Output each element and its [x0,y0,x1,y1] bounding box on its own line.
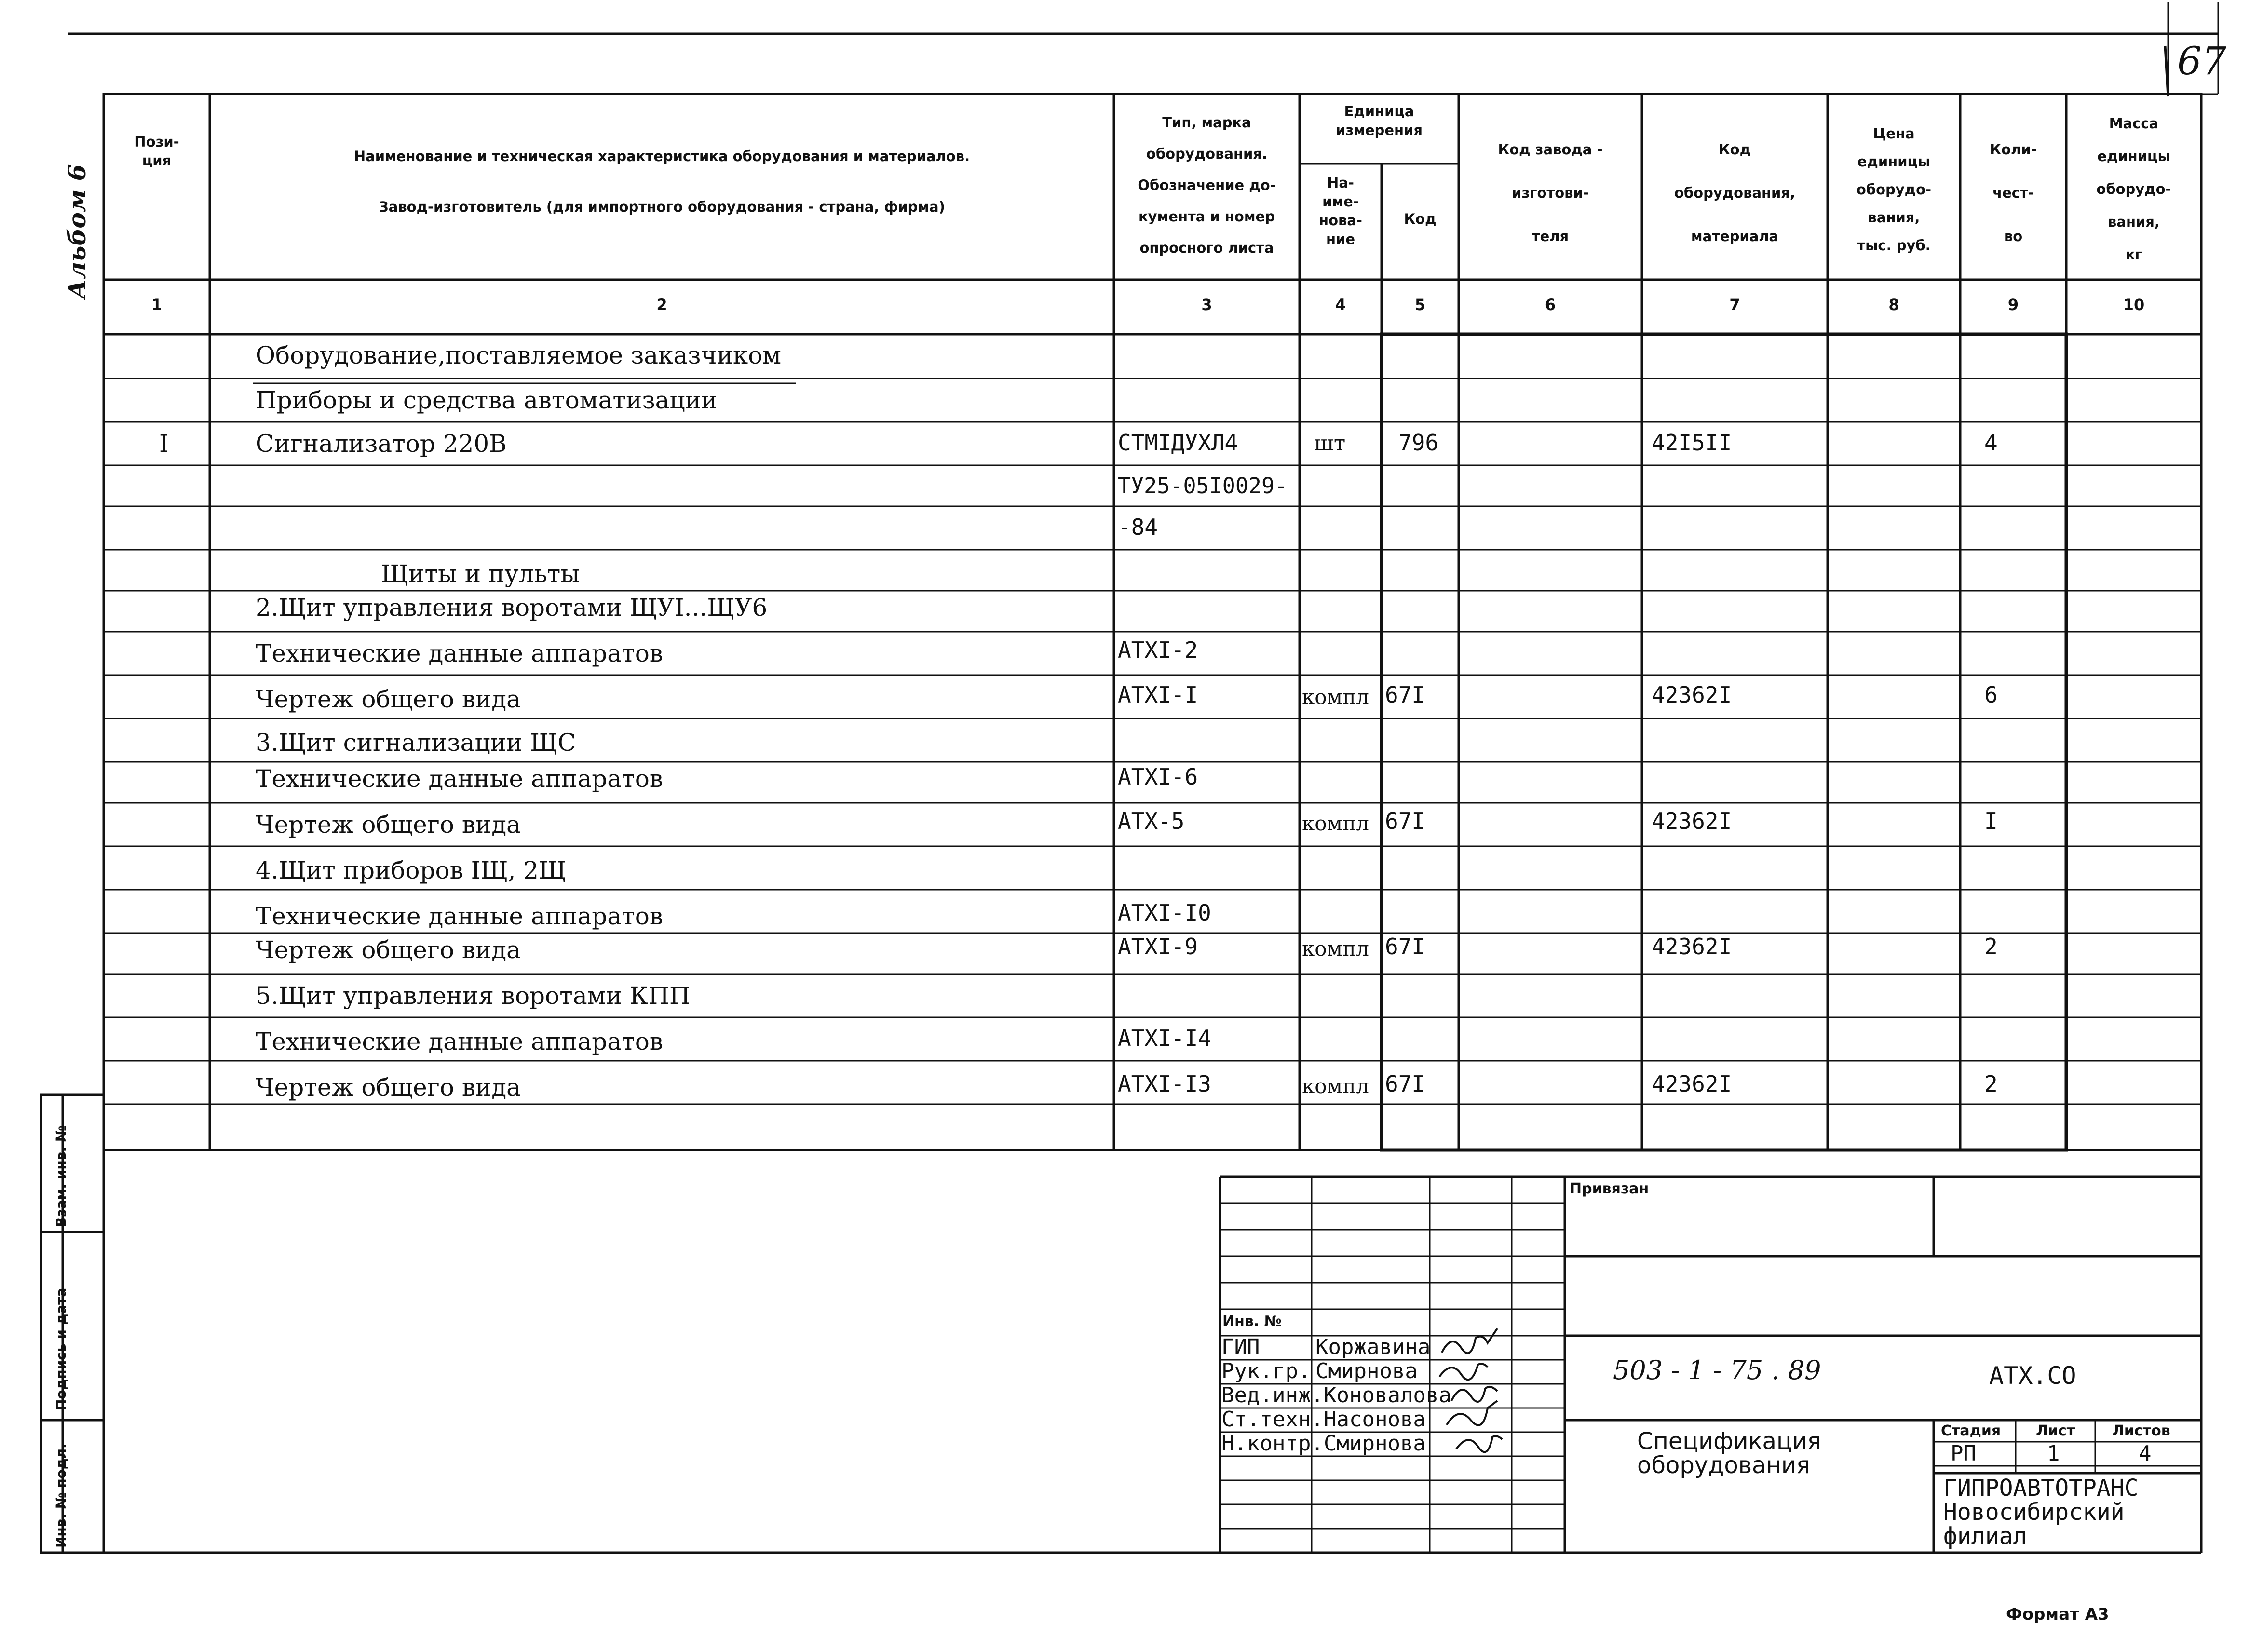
table-row-equipment-code: 42362I [1652,1071,1732,1097]
column-number: 9 [2007,296,2019,314]
table-row-type: АТХ-5 [1118,808,1185,834]
table-row-name: 4.Щит приборов IЩ, 2Щ [256,856,567,884]
table-row-quantity: 2 [1984,934,1998,960]
header-unit-group: Единица измерения [1336,103,1423,139]
project-number: 503 - 1 - 75 . 89 [1613,1355,1821,1385]
table-row-equipment-code: 42362I [1652,808,1732,834]
table-row-type: АТХI-I3 [1118,1071,1211,1097]
staff-name: Смирнова [1324,1431,1426,1456]
column-number: 4 [1335,296,1346,314]
table-row-code: 67I [1385,808,1425,834]
organization-line2: Новосибирский [1943,1499,2125,1526]
table-row-quantity: I [1984,808,1998,834]
table-row-type: АТХI-2 [1118,637,1198,663]
table-row-unit: компл [1302,1074,1369,1098]
header-unit-code: Код [1404,211,1437,227]
table-row-unit: шт [1314,431,1346,456]
table-row-type: ТУ25-05I0029- [1118,473,1288,499]
header-name-line1: Наименование и техническая характеристика оборудования и материалов. [353,148,970,164]
table-row-equipment-code: 42I5II [1652,430,1732,456]
sheets-value: 4 [2139,1441,2152,1466]
staff-role: Н.контр. [1221,1431,1324,1456]
column-number: 8 [1888,296,1899,314]
staff-role: Ст.техн. [1221,1407,1324,1432]
side-stamp-replace-inv: Взам. инв. № [53,1125,69,1227]
table-row-unit: компл [1302,937,1369,961]
staff-name: Коржавина [1315,1335,1431,1359]
table-row-quantity: 6 [1984,682,1998,708]
table-row-name: 3.Щит сигнализации ЩС [256,729,576,757]
table-row-name: Технические данные аппаратов [256,765,664,793]
sheet-number: 67 [2177,39,2226,83]
side-stamp-inv-orig: Инв. № подл. [53,1443,69,1548]
table-row-name: Технические данные аппаратов [256,639,664,667]
column-number: 1 [151,296,163,314]
column-number: 2 [656,296,667,314]
header-position: Пози- ция [134,134,179,169]
table-row-code: 796 [1398,430,1439,456]
table-row-code: 67I [1385,682,1425,708]
table-row-equipment-code: 42362I [1652,682,1732,708]
table-row-name: Чертеж общего вида [256,685,521,713]
table-row-name: 2.Щит управления воротами ЩУI...ЩУ6 [256,594,768,622]
table-row-unit: компл [1302,812,1369,835]
table-row-name: Щиты и пульты [381,560,580,588]
sheet-label: Лист [2036,1422,2075,1439]
column-number: 10 [2123,296,2145,314]
column-number: 5 [1414,296,1426,314]
header-price: Цена единицы оборудо- вания, тыс. руб. [1856,125,1932,254]
table-row-name: Приборы и средства автоматизации [256,386,718,414]
header-type: Тип, марка оборудования. Обозначение до- кумента и номер опросного листа [1138,114,1276,256]
table-row-type: -84 [1118,514,1158,540]
side-stamp-sign-date: Подпись и дата [53,1287,69,1410]
table-row-type: АТХI-6 [1118,764,1198,790]
sheets-label: Листов [2112,1422,2170,1439]
staff-role: ГИП [1221,1335,1260,1359]
table-row-name: Чертеж общего вида [256,936,521,964]
staff-role: Вед.инж. [1221,1383,1324,1408]
inv-no-label: Инв. № [1222,1313,1282,1330]
table-row-name: Чертеж общего вида [256,811,521,839]
table-row-quantity: 2 [1984,1071,1998,1097]
table-row-name: Чертеж общего вида [256,1073,521,1101]
stage-label: Стадия [1941,1422,2001,1439]
document-title-line1: Спецификация [1637,1428,1821,1455]
column-number: 3 [1201,296,1212,314]
header-name-line2: Завод-изготовитель (для импортного оборудования - страна, фирма) [379,199,945,215]
header-mass: Масса единицы оборудо- вания, кг [2096,115,2171,263]
table-row-code: 67I [1385,934,1425,960]
header-unit-name: На- име- нова- ние [1319,175,1362,248]
table-row-type: АТХI-I4 [1118,1025,1211,1051]
table-row-name: Технические данные аппаратов [256,1028,664,1056]
staff-name: Смирнова [1315,1359,1418,1383]
table-row-unit: компл [1302,685,1369,709]
format-label: Формат А3 [2006,1605,2109,1624]
table-row-type: АТХI-9 [1118,934,1198,960]
document-code: АТХ.СО [1989,1362,2076,1390]
staff-role: Рук.гр. [1221,1359,1311,1383]
table-row-code: 67I [1385,1071,1425,1097]
table-row-position: I [159,430,169,458]
table-row-type: АТХI-I0 [1118,900,1211,926]
table-row-quantity: 4 [1984,430,1998,456]
header-quantity: Коли- чест- во [1990,141,2037,244]
sheet-value: 1 [2047,1441,2060,1466]
organization-line3: филиал [1943,1523,2027,1550]
header-factory-code: Код завода - изготови- теля [1498,141,1603,244]
table-row-name: Технические данные аппаратов [256,902,664,930]
document-title-line2: оборудования [1637,1452,1810,1479]
staff-name: Насонова [1324,1407,1426,1432]
table-row-type: АТХI-I [1118,682,1198,708]
table-row-name: Оборудование,поставляемое заказчиком [256,341,782,369]
table-row-name: Сигнализатор 220В [256,430,507,458]
album-label: Альбом 6 [63,164,91,299]
table-row-type: СТМIДУХЛ4 [1118,430,1238,456]
staff-name: Коновалова [1324,1383,1451,1408]
table-row-name: 5.Щит управления воротами КПП [256,982,691,1010]
attached-label: Привязан [1570,1180,1649,1197]
table-row-equipment-code: 42362I [1652,934,1732,960]
stage-value: РП [1951,1441,1976,1466]
column-number: 6 [1545,296,1556,314]
column-number: 7 [1729,296,1740,314]
header-equipment-code: Код оборудования, материала [1674,141,1796,244]
organization-line1: ГИПРОАВТОТРАНС [1943,1475,2139,1502]
